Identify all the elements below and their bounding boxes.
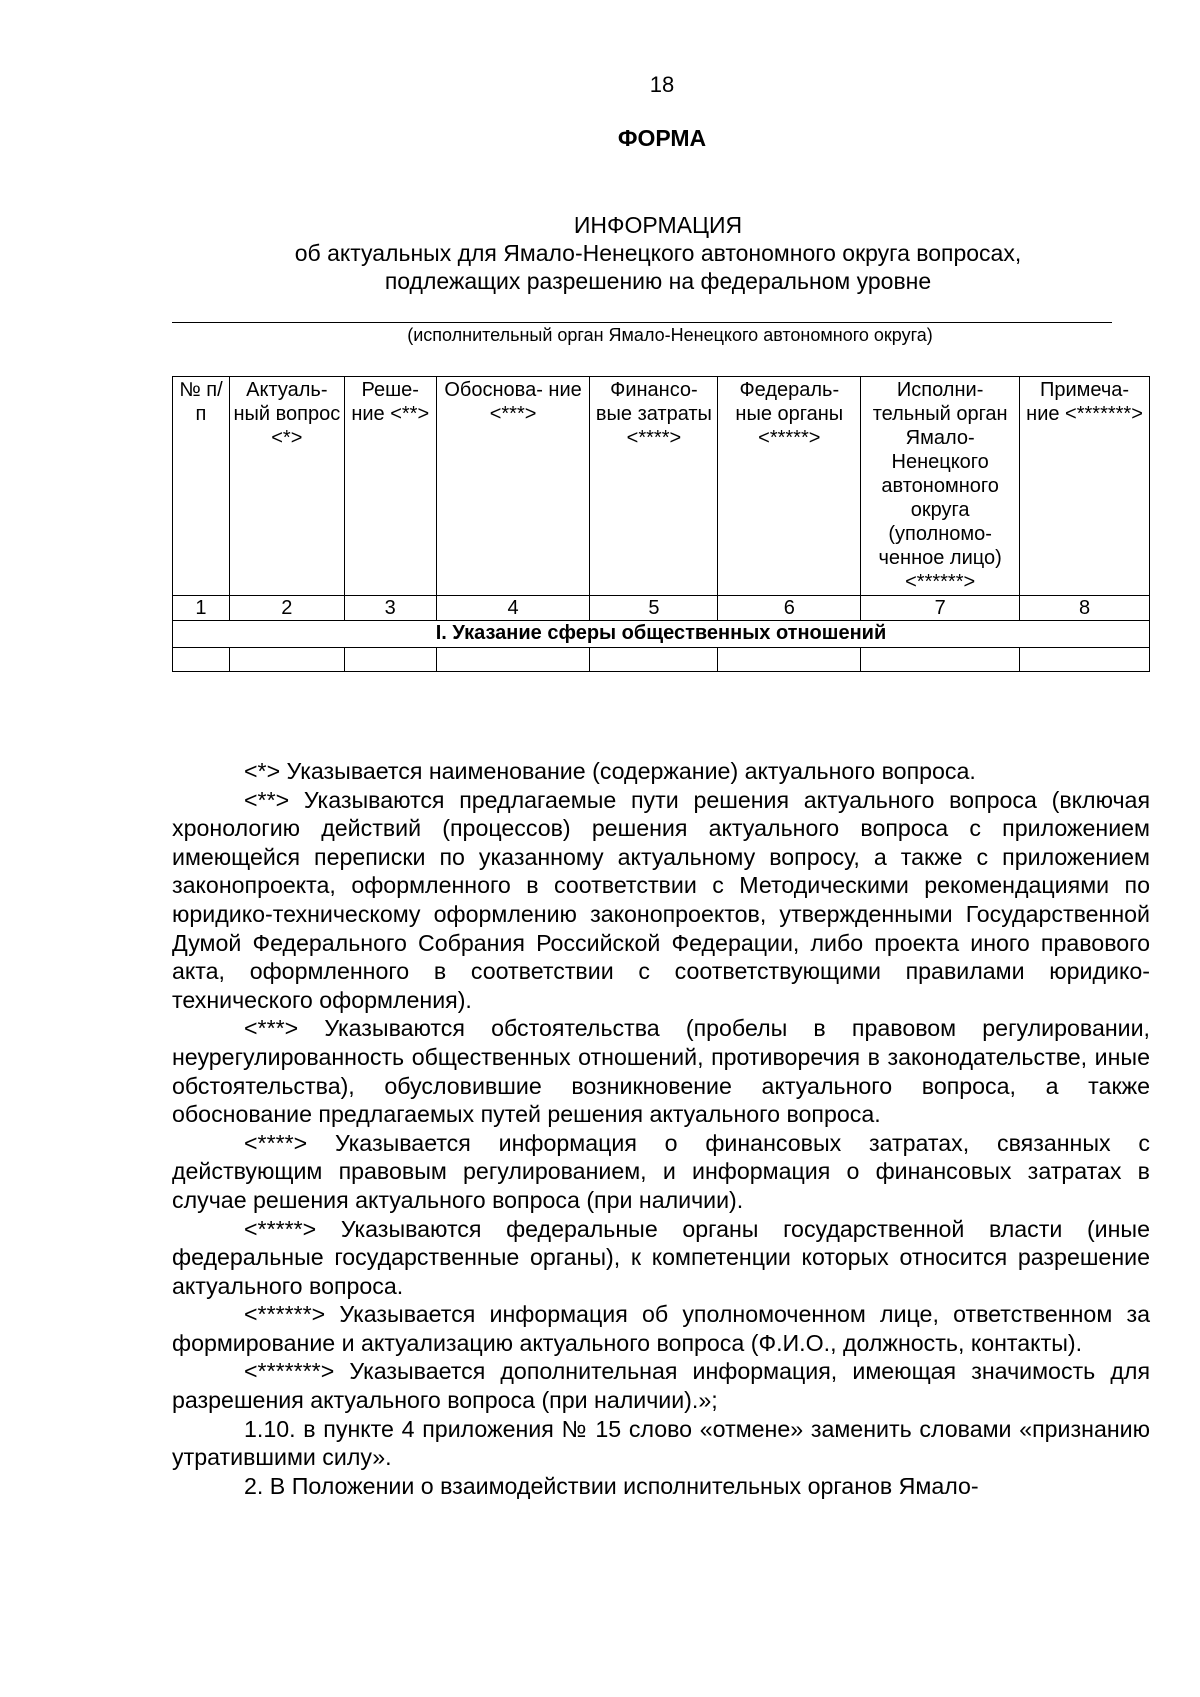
column-number-cell: 5 bbox=[590, 596, 718, 621]
title-line-1: ИНФОРМАЦИЯ bbox=[573, 212, 743, 238]
footnotes-section bbox=[172, 757, 1150, 1500]
column-number-cell: 7 bbox=[861, 596, 1020, 621]
org-fill-line bbox=[172, 322, 1112, 323]
title-line-2: об актуальных для Ямало-Ненецкого автономного округа вопросах, bbox=[294, 240, 1022, 266]
footnote-2: <**> Указываются предлагаемые пути решения актуального вопроса (включая хронологию действий (процессов) решения актуального вопроса с приложением имеющейся переписки по указанному актуальному вопросу, а также с приложением законопроекта, оформленного в соответствии с Методическими рекомендациями по юридико-техническому оформлению законопроектов, утвержденными Государственной Думой Федерального Собрания Российской Федерации, либо проекта иного правового акта, оформленного в соответствии с соответствующими правилами юридико-технического оформления). bbox=[172, 786, 1150, 1013]
column-number-cell: 8 bbox=[1020, 596, 1150, 621]
column-number-cell: 2 bbox=[229, 596, 344, 621]
footnote-7: <*******> Указывается дополнительная информация, имеющая значимость для разрешения актуального вопроса (при наличии).»; bbox=[172, 1358, 1150, 1414]
footnote-4: <****> Указывается информация о финансовых затратах, связанных с действующим правовым регулированием, и информация о финансовых затратах в случае решения актуального вопроса (при наличии). bbox=[172, 1129, 1150, 1213]
table-cell bbox=[436, 648, 590, 672]
column-number-cell: 1 bbox=[173, 596, 230, 621]
table-cell bbox=[229, 648, 344, 672]
section-title-cell: I. Указание сферы общественных отношений bbox=[173, 621, 1150, 648]
next-section-paragraph: 2. В Положении о взаимодействии исполнительных органов Ямало- bbox=[244, 1472, 979, 1499]
header-cell-number: № п/п bbox=[173, 377, 230, 596]
table-cell bbox=[173, 648, 230, 672]
form-table bbox=[172, 376, 1150, 672]
footnote-5: <*****> Указываются федеральные органы государственной власти (иные федеральные государственные органы), к компетенции которых относится разрешение актуального вопроса. bbox=[172, 1215, 1150, 1299]
header-cell-costs: Финансо- вые затраты <****> bbox=[590, 377, 718, 596]
header-cell-solution: Реше- ние <**> bbox=[344, 377, 436, 596]
footnote-6: <******> Указывается информация об уполномоченном лице, ответственном за формирование и актуализацию актуального вопроса (Ф.И.О., должность, контакты). bbox=[172, 1301, 1150, 1356]
table-section-row bbox=[173, 621, 1150, 648]
table-cell bbox=[590, 648, 718, 672]
column-number-cell: 6 bbox=[718, 596, 861, 621]
column-number-cell: 3 bbox=[344, 596, 436, 621]
amendment-paragraph: 1.10. в пункте 4 приложения № 15 слово «отмене» заменить словами «признанию утратившими силу». bbox=[172, 1415, 1150, 1471]
header-cell-justification: Обоснова- ние <***> bbox=[436, 377, 590, 596]
table-cell bbox=[344, 648, 436, 672]
table-cell bbox=[1020, 648, 1150, 672]
table-empty-row bbox=[173, 648, 1150, 672]
org-caption: (исполнительный орган Ямало-Ненецкого автономного округа) bbox=[407, 325, 933, 345]
form-label: ФОРМА bbox=[617, 125, 707, 151]
table-header-row bbox=[173, 377, 1150, 596]
header-cell-executive-body: Исполни- тельный орган Ямало- Ненецкого автономного округа (уполномо- ченное лицо) <******> bbox=[861, 377, 1020, 596]
document-title bbox=[172, 211, 1144, 295]
header-cell-note: Примеча- ние <*******> bbox=[1020, 377, 1150, 596]
title-line-3: подлежащих разрешению на федеральном уровне bbox=[384, 268, 932, 294]
column-number-cell: 4 bbox=[436, 596, 590, 621]
footnote-1: <*> Указывается наименование (содержание) актуального вопроса. bbox=[244, 758, 976, 784]
page-number: 18 bbox=[649, 72, 675, 97]
footnote-3: <***> Указываются обстоятельства (пробелы в правовом регулировании, неурегулированность общественных отношений, противоречия в законодательстве, иные обстоятельства), обусловившие возникновение актуального вопроса, а также обоснование предлагаемых путей решения актуального вопроса. bbox=[172, 1015, 1150, 1128]
header-cell-question: Актуаль- ный вопрос <*> bbox=[229, 377, 344, 596]
table-cell bbox=[718, 648, 861, 672]
table-cell bbox=[861, 648, 1020, 672]
table-number-row bbox=[173, 596, 1150, 621]
header-cell-federal-bodies: Федераль- ные органы <*****> bbox=[718, 377, 861, 596]
